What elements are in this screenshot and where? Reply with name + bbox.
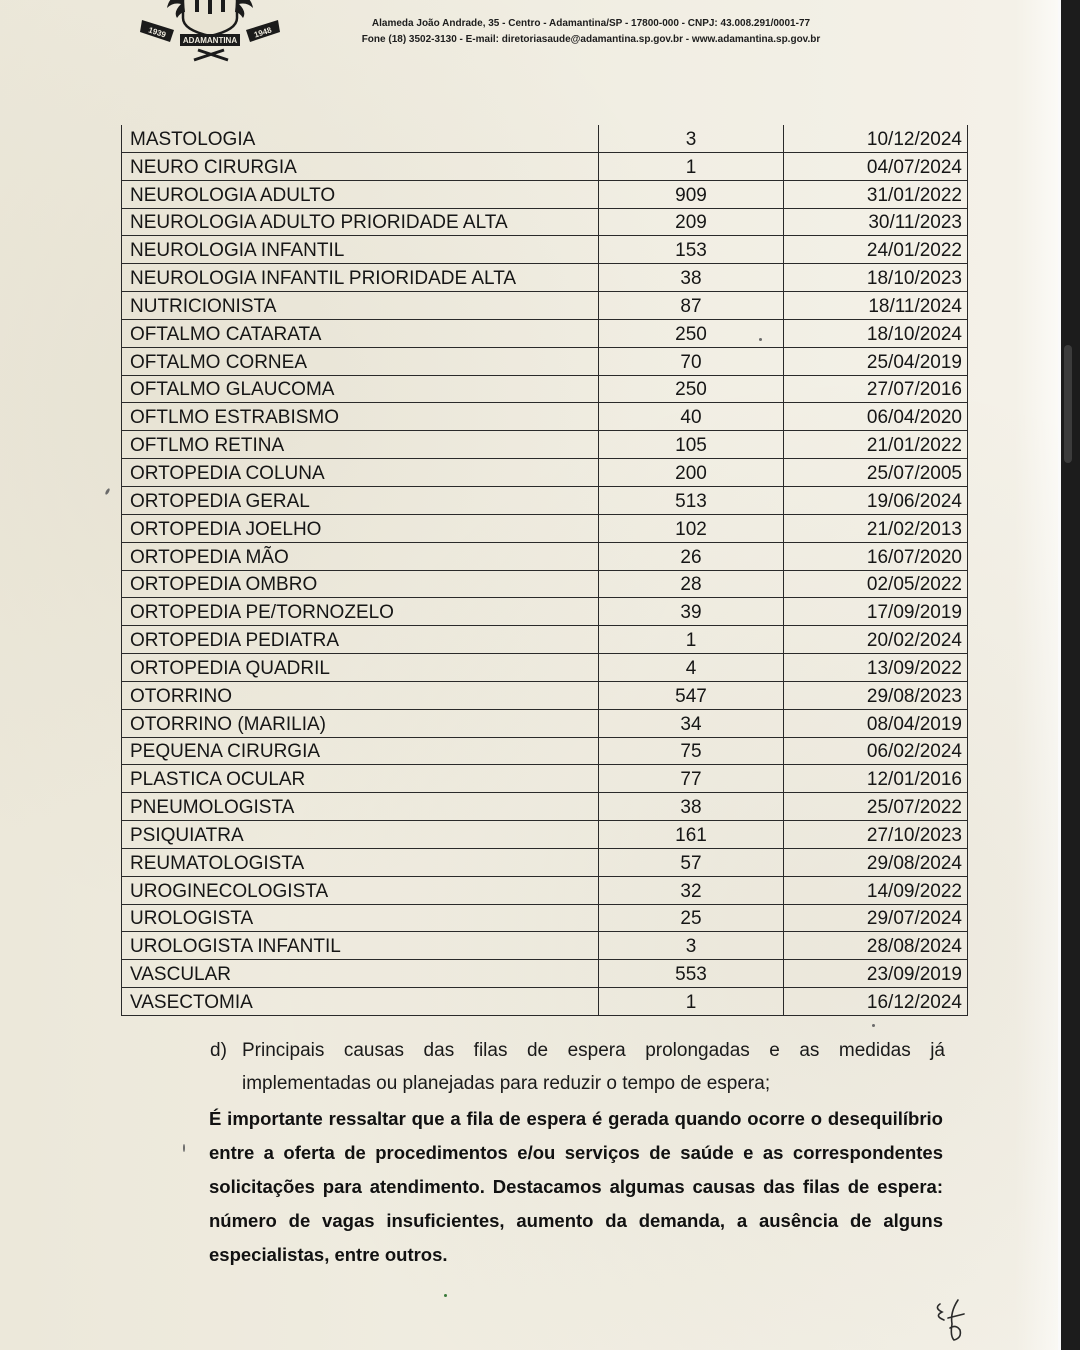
table-row bbox=[122, 654, 968, 682]
table-row bbox=[122, 765, 968, 793]
date-cell: 14/09/2022 bbox=[784, 876, 968, 904]
specialty-cell: UROLOGISTA bbox=[122, 904, 599, 932]
table-row bbox=[122, 570, 968, 598]
table-row bbox=[122, 375, 968, 403]
table-row bbox=[122, 876, 968, 904]
specialty-cell: VASCULAR bbox=[122, 960, 599, 988]
quantity-cell: 200 bbox=[599, 459, 784, 487]
specialty-cell: PNEUMOLOGISTA bbox=[122, 793, 599, 821]
specialty-cell: ORTOPEDIA PE/TORNOZELO bbox=[122, 598, 599, 626]
table-row bbox=[122, 152, 968, 180]
table-row bbox=[122, 598, 968, 626]
quantity-cell: 4 bbox=[599, 654, 784, 682]
quantity-cell: 75 bbox=[599, 737, 784, 765]
specialty-cell: OFTLMO RETINA bbox=[122, 431, 599, 459]
table-row bbox=[122, 264, 968, 292]
specialty-cell: OFTALMO CATARATA bbox=[122, 319, 599, 347]
date-cell: 08/04/2019 bbox=[784, 709, 968, 737]
specialty-cell: OFTLMO ESTRABISMO bbox=[122, 403, 599, 431]
specialty-cell: ORTOPEDIA QUADRIL bbox=[122, 654, 599, 682]
date-cell: 29/08/2024 bbox=[784, 848, 968, 876]
table-row bbox=[122, 319, 968, 347]
table-row bbox=[122, 821, 968, 849]
specialty-cell: ORTOPEDIA COLUNA bbox=[122, 459, 599, 487]
quantity-cell: 40 bbox=[599, 403, 784, 431]
quantity-cell: 105 bbox=[599, 431, 784, 459]
date-cell: 12/01/2016 bbox=[784, 765, 968, 793]
specialty-cell: NUTRICIONISTA bbox=[122, 292, 599, 320]
specialty-cell: OFTALMO GLAUCOMA bbox=[122, 375, 599, 403]
date-cell: 16/07/2020 bbox=[784, 542, 968, 570]
quantity-cell: 553 bbox=[599, 960, 784, 988]
crest-year-right: 1948 bbox=[252, 25, 273, 40]
date-cell: 30/11/2023 bbox=[784, 208, 968, 236]
crest-year-left: 1939 bbox=[147, 25, 168, 40]
date-cell: 18/10/2024 bbox=[784, 319, 968, 347]
specialty-cell: REUMATOLOGISTA bbox=[122, 848, 599, 876]
table-row bbox=[122, 904, 968, 932]
quantity-cell: 102 bbox=[599, 514, 784, 542]
waiting-list-table-body bbox=[122, 125, 968, 1016]
date-cell: 19/06/2024 bbox=[784, 486, 968, 514]
table-row bbox=[122, 848, 968, 876]
scan-speck bbox=[759, 338, 762, 341]
table-row bbox=[122, 403, 968, 431]
table-row bbox=[122, 125, 968, 152]
table-row bbox=[122, 347, 968, 375]
specialty-cell: OFTALMO CORNEA bbox=[122, 347, 599, 375]
table-row bbox=[122, 793, 968, 821]
table-row bbox=[122, 514, 968, 542]
specialty-cell: UROGINECOLOGISTA bbox=[122, 876, 599, 904]
date-cell: 18/11/2024 bbox=[784, 292, 968, 320]
table-row bbox=[122, 932, 968, 960]
item-d-first-row bbox=[210, 1034, 945, 1067]
date-cell: 18/10/2023 bbox=[784, 264, 968, 292]
quantity-cell: 38 bbox=[599, 264, 784, 292]
quantity-cell: 909 bbox=[599, 180, 784, 208]
specialty-cell: PLASTICA OCULAR bbox=[122, 765, 599, 793]
quantity-cell: 28 bbox=[599, 570, 784, 598]
quantity-cell: 209 bbox=[599, 208, 784, 236]
specialty-cell: ORTOPEDIA JOELHO bbox=[122, 514, 599, 542]
date-cell: 06/04/2020 bbox=[784, 403, 968, 431]
date-cell: 25/07/2005 bbox=[784, 459, 968, 487]
table-row bbox=[122, 431, 968, 459]
quantity-cell: 32 bbox=[599, 876, 784, 904]
specialty-cell: NEUROLOGIA ADULTO bbox=[122, 180, 599, 208]
specialty-cell: VASECTOMIA bbox=[122, 988, 599, 1016]
specialty-cell: ORTOPEDIA PEDIATRA bbox=[122, 626, 599, 654]
date-cell: 24/01/2022 bbox=[784, 236, 968, 264]
quantity-cell: 1 bbox=[599, 152, 784, 180]
quantity-cell: 3 bbox=[599, 125, 784, 152]
scan-speck bbox=[104, 488, 110, 496]
date-cell: 27/07/2016 bbox=[784, 375, 968, 403]
letterhead bbox=[296, 16, 886, 48]
date-cell: 21/01/2022 bbox=[784, 431, 968, 459]
quantity-cell: 250 bbox=[599, 319, 784, 347]
quantity-cell: 1 bbox=[599, 626, 784, 654]
quantity-cell: 153 bbox=[599, 236, 784, 264]
date-cell: 04/07/2024 bbox=[784, 152, 968, 180]
date-cell: 16/12/2024 bbox=[784, 988, 968, 1016]
table-row bbox=[122, 542, 968, 570]
date-cell: 20/02/2024 bbox=[784, 626, 968, 654]
table-row bbox=[122, 988, 968, 1016]
address-line: Alameda João Andrade, 35 - Centro - Adamantina/SP - 17800-000 - CNPJ: 43.008.291/0001-77 bbox=[371, 18, 811, 29]
item-d-line-2: implementadas ou planejadas para reduzir o tempo de espera; bbox=[242, 1073, 771, 1094]
date-cell: 21/02/2013 bbox=[784, 514, 968, 542]
table-row bbox=[122, 208, 968, 236]
table-row bbox=[122, 737, 968, 765]
quantity-cell: 1 bbox=[599, 988, 784, 1016]
quantity-cell: 34 bbox=[599, 709, 784, 737]
handwritten-initial-icon bbox=[930, 1298, 974, 1344]
quantity-cell: 87 bbox=[599, 292, 784, 320]
table-row bbox=[122, 709, 968, 737]
quantity-cell: 250 bbox=[599, 375, 784, 403]
scan-speck bbox=[183, 1144, 185, 1152]
table-row bbox=[122, 236, 968, 264]
quantity-cell: 547 bbox=[599, 681, 784, 709]
viewer-scrollbar-track[interactable] bbox=[1061, 0, 1080, 1350]
viewer-scrollbar-thumb[interactable] bbox=[1064, 345, 1072, 463]
item-d-line-1: Principais causas das filas de espera prolongadas e as medidas já bbox=[242, 1040, 945, 1061]
table-row bbox=[122, 960, 968, 988]
date-cell: 28/08/2024 bbox=[784, 932, 968, 960]
specialty-cell: ORTOPEDIA OMBRO bbox=[122, 570, 599, 598]
date-cell: 25/07/2022 bbox=[784, 793, 968, 821]
specialty-cell: NEURO CIRURGIA bbox=[122, 152, 599, 180]
scan-speck bbox=[444, 1294, 447, 1297]
quantity-cell: 39 bbox=[599, 598, 784, 626]
table-row bbox=[122, 681, 968, 709]
quantity-cell: 3 bbox=[599, 932, 784, 960]
table-row bbox=[122, 626, 968, 654]
date-cell: 13/09/2022 bbox=[784, 654, 968, 682]
specialty-cell: MASTOLOGIA bbox=[122, 125, 599, 152]
date-cell: 25/04/2019 bbox=[784, 347, 968, 375]
item-d-marker: d) bbox=[210, 1040, 227, 1061]
date-cell: 17/09/2019 bbox=[784, 598, 968, 626]
date-cell: 29/08/2023 bbox=[784, 681, 968, 709]
table-row bbox=[122, 486, 968, 514]
quantity-cell: 77 bbox=[599, 765, 784, 793]
contact-line: Fone (18) 3502-3130 - E-mail: diretoriasaude@adamantina.sp.gov.br - www.adamantina.sp.gov.br bbox=[361, 34, 821, 45]
date-cell: 29/07/2024 bbox=[784, 904, 968, 932]
specialty-cell: OTORRINO bbox=[122, 681, 599, 709]
date-cell: 31/01/2022 bbox=[784, 180, 968, 208]
quantity-cell: 25 bbox=[599, 904, 784, 932]
waiting-list-table bbox=[121, 125, 968, 1016]
item-d-paragraph bbox=[210, 1034, 945, 1100]
table-row bbox=[122, 180, 968, 208]
date-cell: 27/10/2023 bbox=[784, 821, 968, 849]
table-row bbox=[122, 459, 968, 487]
date-cell: 23/09/2019 bbox=[784, 960, 968, 988]
quantity-cell: 161 bbox=[599, 821, 784, 849]
municipal-crest-icon bbox=[140, 0, 280, 62]
specialty-cell: OTORRINO (MARILIA) bbox=[122, 709, 599, 737]
quantity-cell: 513 bbox=[599, 486, 784, 514]
specialty-cell: PSIQUIATRA bbox=[122, 821, 599, 849]
specialty-cell: PEQUENA CIRURGIA bbox=[122, 737, 599, 765]
quantity-cell: 26 bbox=[599, 542, 784, 570]
specialty-cell: NEUROLOGIA ADULTO PRIORIDADE ALTA bbox=[122, 208, 599, 236]
specialty-cell: UROLOGISTA INFANTIL bbox=[122, 932, 599, 960]
specialty-cell: NEUROLOGIA INFANTIL PRIORIDADE ALTA bbox=[122, 264, 599, 292]
quantity-cell: 38 bbox=[599, 793, 784, 821]
specialty-cell: ORTOPEDIA MÃO bbox=[122, 542, 599, 570]
quantity-cell: 70 bbox=[599, 347, 784, 375]
table-row bbox=[122, 292, 968, 320]
waiting-list-causes-paragraph: É importante ressaltar que a fila de espera é gerada quando ocorre o desequilíbrio entre a oferta de procedimentos e/ou serviços de saúde e as correspondentes solicitações para atendimento. Destacamos algumas causas das filas de espera: número de vagas insuficientes, aumento da demanda, a ausência de alguns especialistas, entre outros. bbox=[209, 1108, 943, 1265]
specialty-cell: ORTOPEDIA GERAL bbox=[122, 486, 599, 514]
date-cell: 10/12/2024 bbox=[784, 125, 968, 152]
specialty-cell: NEUROLOGIA INFANTIL bbox=[122, 236, 599, 264]
quantity-cell: 57 bbox=[599, 848, 784, 876]
crest-banner-text: ADAMANTINA bbox=[182, 36, 238, 45]
scan-speck bbox=[872, 1024, 875, 1027]
date-cell: 06/02/2024 bbox=[784, 737, 968, 765]
date-cell: 02/05/2022 bbox=[784, 570, 968, 598]
